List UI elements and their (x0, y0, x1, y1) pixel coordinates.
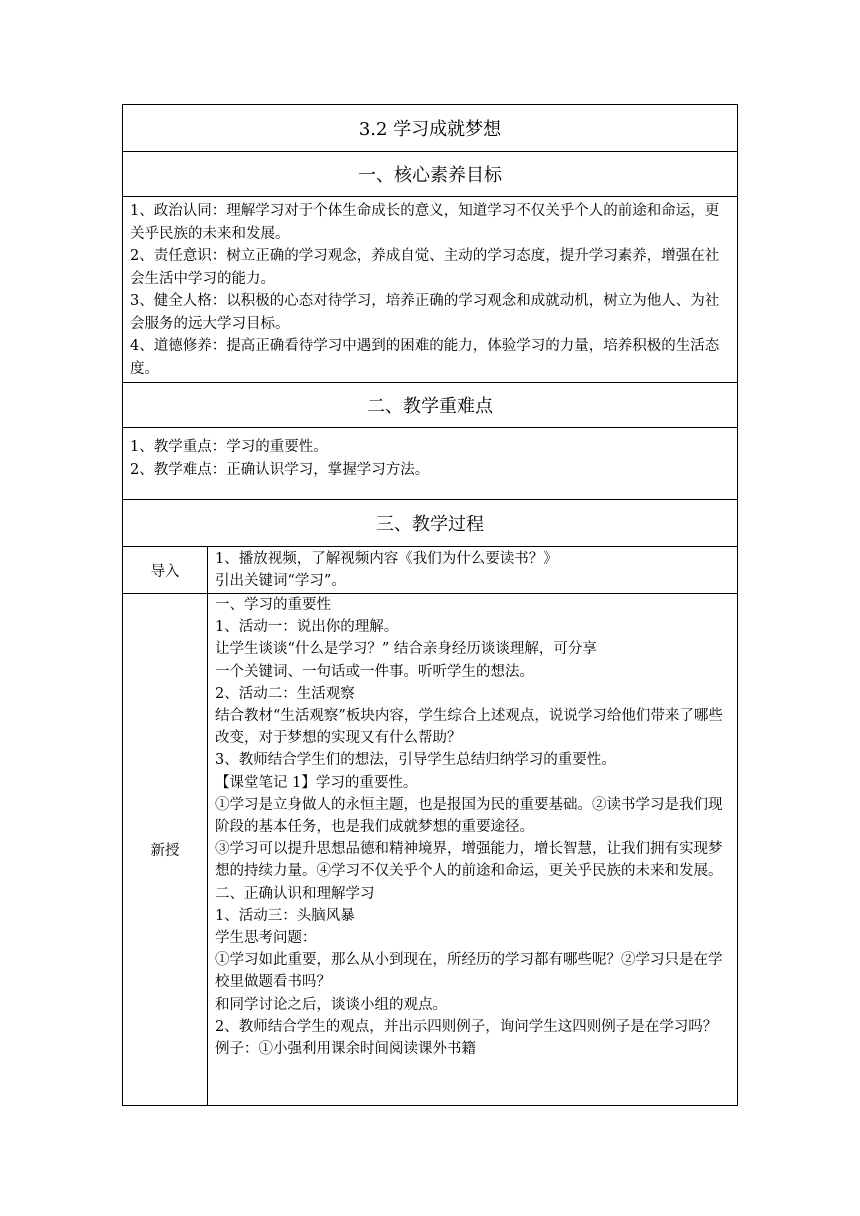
lesson-line: ①学习是立身做人的永恒主题，也是报国为民的重要基础。②读书学习是我们现阶段的基本任务，也是我们成就梦想的重要途径。 (215, 796, 723, 836)
key-point-item: 1、教学重点：学习的重要性。 (130, 439, 328, 455)
newlesson-content (208, 594, 738, 1106)
intro-label: 导入 (123, 547, 208, 594)
lesson-line: 学生思考问题： (215, 930, 317, 947)
lesson-line: 【课堂笔记 1】学习的重要性。 (215, 774, 418, 791)
intro-line: 引出关键词“学习”。 (215, 573, 346, 590)
core-goal-item: 1、政治认同：理解学习对于个体生命成长的意义，知道学习不仅关乎个人的前途和命运，更关乎民族的未来和发展。 (130, 203, 720, 242)
lesson-line: 结合教材“生活观察”板块内容，学生综合上述观点，说说学习给他们带来了哪些改变，对于梦想的实现又有什么帮助？ (215, 708, 723, 747)
newlesson-label: 新授 (123, 594, 208, 1106)
section2-heading: 二、教学重难点 (123, 383, 738, 428)
core-goal-item: 2、责任意识：树立正确的学习观念，养成自觉、主动的学习态度，提升学习素养，增强在社会生活中学习的能力。 (130, 248, 720, 287)
core-goal-item: 3、健全人格：以积极的心态对待学习，培养正确的学习观念和成就动机，树立为他人、为社会服务的远大学习目标。 (130, 293, 720, 332)
lesson-line: 一、学习的重要性 (215, 597, 331, 613)
lesson-line: 让学生谈谈“什么是学习？” 结合亲身经历谈谈理解，可分享 (215, 641, 597, 658)
lesson-line: ①学习如此重要，那么从小到现在，所经历的学习都有哪些呢？②学习只是在学校里做题看书吗？ (215, 952, 723, 991)
core-goal-item: 4、道德修养：提高正确看待学习中遇到的困难的能力，体验学习的力量，培养积极的生活态度。 (130, 338, 720, 377)
intro-line: 1、播放视频，了解视频内容《我们为什么要读书？》 (215, 551, 558, 567)
lesson-line: 1、活动三：头脑风暴 (215, 907, 355, 924)
section1-heading: 一、核心素养目标 (123, 152, 738, 197)
key-point-item: 2、教学难点：正确认识学习，掌握学习方法。 (130, 461, 430, 478)
core-goals-cell (123, 197, 738, 383)
key-points-cell (123, 428, 738, 500)
lesson-line: 例子：①小强利用课余时间阅读课外书籍 (215, 1041, 476, 1058)
lesson-line: 和同学讨论之后，谈谈小组的观点。 (215, 996, 447, 1013)
document-title: 3.2 学习成就梦想 (123, 105, 738, 152)
lesson-line: 1、活动一：说出你的理解。 (215, 619, 399, 636)
intro-content (208, 547, 738, 594)
lesson-line: 一个关键词、一句话或一件事。听听学生的想法。 (215, 663, 534, 680)
lesson-line: 二、正确认识和理解学习 (215, 885, 375, 902)
lesson-line: 2、活动二：生活观察 (215, 685, 355, 702)
section3-heading: 三、教学过程 (123, 500, 738, 547)
lesson-line: ③学习可以提升思想品德和精神境界，增强能力，增长智慧，让我们拥有实现梦想的持续力量。④学习不仅关乎个人的前途和命运，更关乎民族的未来和发展。 (215, 841, 723, 880)
lesson-line: 2、教师结合学生的观点，并出示四则例子，询问学生这四则例子是在学习吗？ (215, 1018, 718, 1035)
lesson-line: 3、教师结合学生们的想法，引导学生总结归纳学习的重要性。 (215, 752, 616, 769)
lesson-plan-table (122, 104, 738, 1106)
